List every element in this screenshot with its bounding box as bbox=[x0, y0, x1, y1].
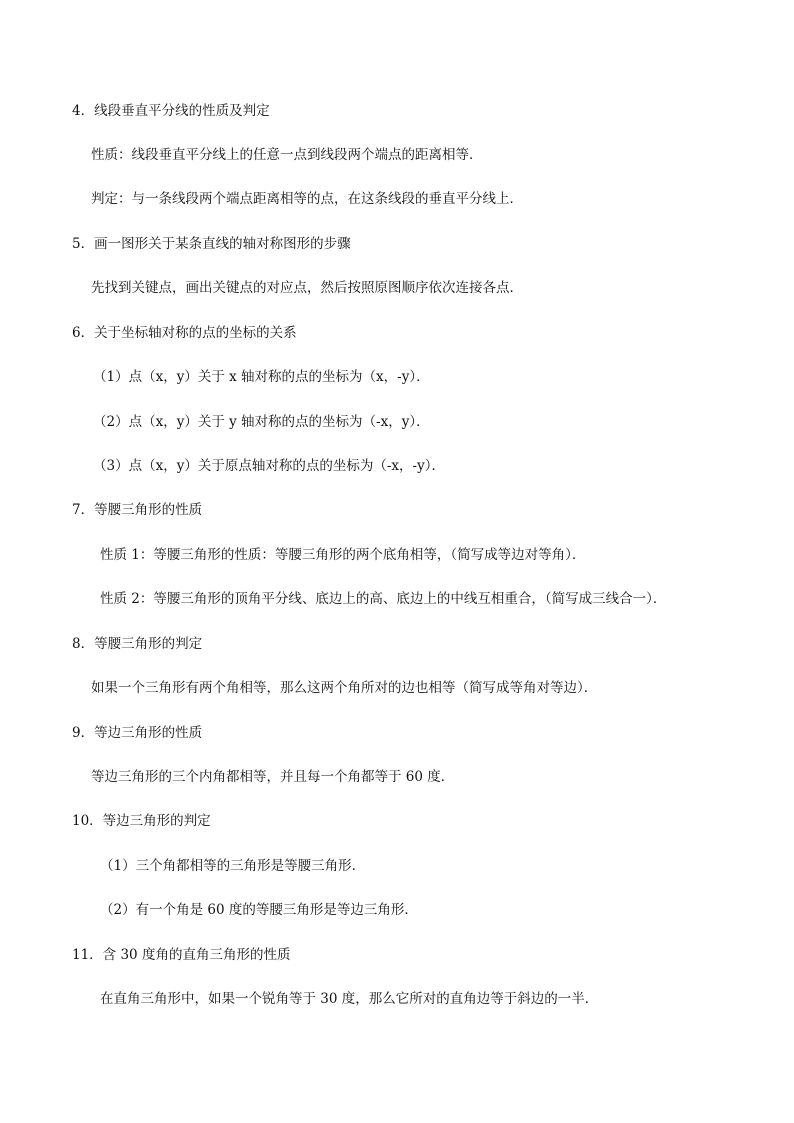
section-line: 如果一个三角形有两个角相等，那么这两个角所对的边也相等（简写成等角对等边）． bbox=[91, 680, 598, 696]
section-heading: 9．等边三角形的性质 bbox=[72, 725, 203, 741]
section-line: （2）点（x，y）关于 y 轴对称的点的坐标为（-x，y）． bbox=[93, 414, 430, 430]
section-line: （1）三个角都相等的三角形是等腰三角形． bbox=[100, 858, 366, 874]
section-line: （3）点（x，y）关于原点轴对称的点的坐标为（-x，-y）． bbox=[93, 458, 445, 474]
section-heading: 5．画一图形关于某条直线的轴对称图形的步骤 bbox=[72, 236, 351, 252]
section-line: 性质：线段垂直平分线上的任意一点到线段两个端点的距离相等． bbox=[91, 147, 483, 163]
section-line: 先找到关键点，画出关键点的对应点，然后按照原图顺序依次连接各点． bbox=[91, 280, 523, 296]
section-line: （1）点（x，y）关于 x 轴对称的点的坐标为（x，-y）． bbox=[93, 369, 430, 385]
section-heading: 4．线段垂直平分线的性质及判定 bbox=[72, 103, 270, 119]
section-line: 在直角三角形中，如果一个锐角等于 30 度，那么它所对的直角边等于斜边的一半． bbox=[100, 991, 599, 1007]
section-heading: 7．等腰三角形的性质 bbox=[72, 502, 203, 518]
section-line: 等边三角形的三个内角都相等，并且每一个角都等于 60 度． bbox=[91, 769, 455, 785]
section-heading: 11．含 30 度角的直角三角形的性质 bbox=[72, 947, 291, 963]
section-heading: 8．等腰三角形的判定 bbox=[72, 636, 203, 652]
section-heading: 10．等边三角形的判定 bbox=[72, 813, 211, 829]
section-line: （2）有一个角是 60 度的等腰三角形是等边三角形． bbox=[100, 902, 418, 918]
section-heading: 6．关于坐标轴对称的点的坐标的关系 bbox=[72, 325, 297, 341]
section-line: 性质 2：等腰三角形的顶角平分线、底边上的高、底边上的中线互相重合，（简写成三线合一）． bbox=[100, 591, 667, 607]
section-line: 性质 1：等腰三角形的性质：等腰三角形的两个底角相等，（简写成等边对等角）． bbox=[100, 547, 586, 563]
section-line: 判定：与一条线段两个端点距离相等的点，在这条线段的垂直平分线上． bbox=[91, 191, 523, 207]
